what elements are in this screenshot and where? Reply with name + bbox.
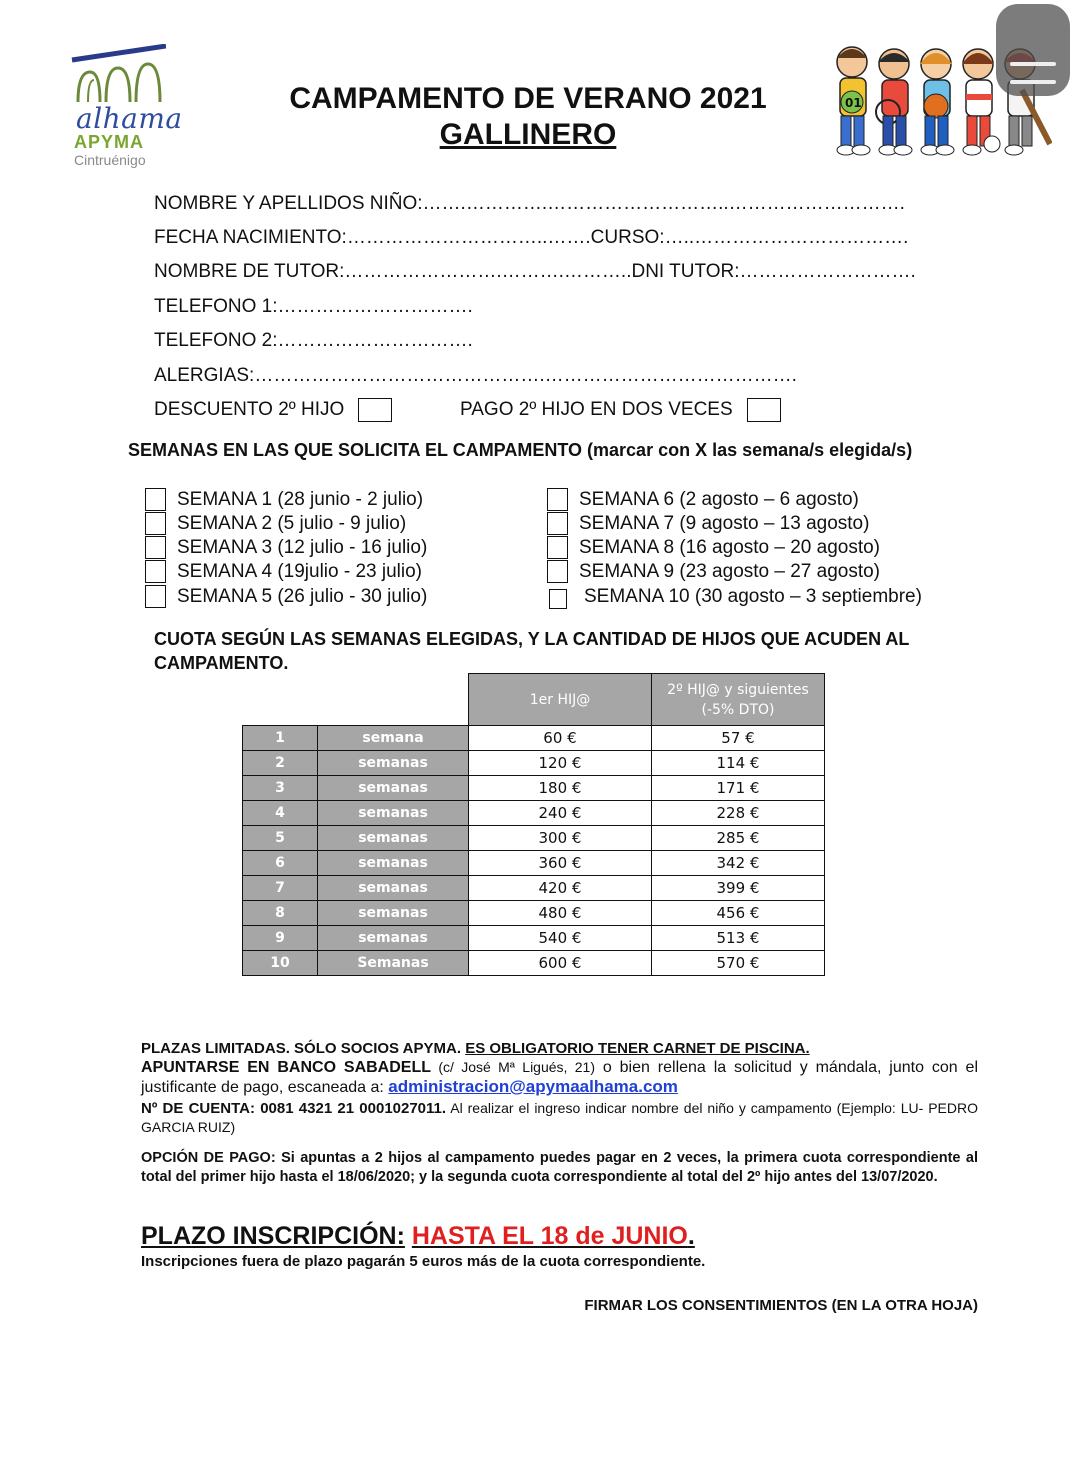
plazas-text: PLAZAS LIMITADAS. SÓLO SOCIOS APYMA. — [141, 1040, 466, 1057]
week-2-checkbox[interactable] — [145, 512, 166, 535]
plazas-notice — [141, 1039, 978, 1058]
week-8-checkbox[interactable] — [547, 536, 568, 559]
row-unit: semanas — [318, 851, 469, 876]
row-first-price: 480 € — [469, 901, 652, 926]
week-10-checkbox[interactable] — [549, 589, 567, 609]
page-subtitle: GALLINERO — [439, 118, 617, 151]
hamburger-menu-icon — [1010, 62, 1056, 66]
table-row — [243, 901, 825, 926]
opcion-pago-notice: OPCIÓN DE PAGO: Si apuntas a 2 hijos al campamento puedes pagar en 2 veces, la primera cuota correspondiente al total del primer hijo hasta el 18/06/2020; y la segunda cuota correspondiente al total del 2º hijo antes del 13/07/2020. — [141, 1150, 978, 1185]
plazo-deadline: HASTA EL 18 de JUNIO — [411, 1222, 688, 1250]
row-second-price: 228 € — [652, 801, 825, 826]
page-title: CAMPAMENTO DE VERANO 2021 — [289, 82, 767, 115]
pago-checkbox[interactable] — [747, 398, 781, 422]
row-unit: semanas — [318, 826, 469, 851]
table-row — [243, 751, 825, 776]
row-first-price: 540 € — [469, 926, 652, 951]
row-unit: semana — [318, 726, 469, 751]
row-first-price: 600 € — [469, 951, 652, 976]
row-second-price: 342 € — [652, 851, 825, 876]
logo-town: Cintruénigo — [74, 152, 146, 168]
row-weeks: 8 — [243, 901, 318, 926]
row-first-price: 360 € — [469, 851, 652, 876]
cuenta-instructions: Al realizar el ingreso indicar nombre del niño y campamento (Ejemplo: LU- PEDRO GARCIA RUIZ) — [141, 1100, 979, 1135]
fees-table — [242, 673, 825, 976]
week-7-checkbox[interactable] — [547, 512, 568, 535]
row-second-price: 513 € — [652, 926, 825, 951]
row-first-price: 300 € — [469, 826, 652, 851]
hamburger-menu-icon-bar — [1010, 80, 1056, 84]
week-6-label: SEMANA 6 (2 agosto – 6 agosto) — [579, 489, 859, 510]
row-unit: semanas — [318, 751, 469, 776]
carnet-piscina-text: ES OBLIGATORIO TENER CARNET DE PISCINA. — [465, 1040, 810, 1057]
field-telefono-1[interactable]: TELEFONO 1:…………………………. — [154, 296, 473, 317]
row-second-price: 114 € — [652, 751, 825, 776]
row-weeks: 5 — [243, 826, 318, 851]
table-row — [243, 726, 825, 751]
field-nombre[interactable]: NOMBRE Y APELLIDOS NIÑO:…….………….………………………..………………………. — [154, 193, 905, 214]
week-9-checkbox[interactable] — [547, 560, 568, 583]
apuntarse-notice — [141, 1058, 978, 1097]
firmar-notice: FIRMAR LOS CONSENTIMIENTOS (EN LA OTRA HOJA) — [584, 1297, 978, 1314]
row-second-price: 456 € — [652, 901, 825, 926]
row-second-price: 399 € — [652, 876, 825, 901]
svg-text:01: 01 — [845, 96, 862, 110]
row-first-price: 60 € — [469, 726, 652, 751]
field-telefono-2[interactable]: TELEFONO 2:…………………………. — [154, 330, 473, 351]
logo-arcs-icon — [70, 44, 166, 106]
field-alergias[interactable]: ALERGIAS:……………………………………….…………………………………. — [154, 365, 797, 386]
week-7-label: SEMANA 7 (9 agosto – 13 agosto) — [579, 513, 870, 534]
email-link[interactable]: administracion@apymaalhama.com — [388, 1077, 678, 1096]
row-weeks: 1 — [243, 726, 318, 751]
week-8-label: SEMANA 8 (16 agosto – 20 agosto) — [579, 537, 881, 558]
row-first-price: 120 € — [469, 751, 652, 776]
table-row — [243, 776, 825, 801]
week-4-label: SEMANA 4 (19julio - 23 julio) — [177, 561, 422, 582]
table-row — [243, 851, 825, 876]
table-row — [243, 951, 825, 976]
row-weeks: 6 — [243, 851, 318, 876]
row-weeks: 4 — [243, 801, 318, 826]
descuento-label: DESCUENTO 2º HIJO — [154, 399, 345, 421]
week-4-checkbox[interactable] — [145, 560, 166, 583]
row-weeks: 2 — [243, 751, 318, 776]
apuntarse-bank: APUNTARSE EN BANCO SABADELL — [141, 1059, 432, 1076]
weeks-heading: SEMANAS EN LAS QUE SOLICITA EL CAMPAMENTO (marcar con X las semana/s elegida/s) — [128, 440, 913, 460]
header-second-child — [652, 674, 825, 726]
descuento-checkbox[interactable] — [358, 398, 392, 422]
cuenta-number: Nº DE CUENTA: 0081 4321 21 0001027011. — [141, 1100, 447, 1117]
logo-apyma: APYMA — [74, 132, 145, 152]
row-second-price: 171 € — [652, 776, 825, 801]
row-second-price: 285 € — [652, 826, 825, 851]
row-unit: Semanas — [318, 951, 469, 976]
field-fecha-curso[interactable]: FECHA NACIMIENTO:…………………………..…….CURSO:…..……………………………. — [154, 227, 909, 248]
week-3-label: SEMANA 3 (12 julio - 16 julio) — [177, 537, 428, 558]
row-second-price: 57 € — [652, 726, 825, 751]
row-unit: semanas — [318, 926, 469, 951]
week-5-checkbox[interactable] — [145, 585, 166, 608]
logo-word: alhama — [76, 102, 183, 135]
row-unit: semanas — [318, 801, 469, 826]
row-weeks: 10 — [243, 951, 318, 976]
fees-table-header — [243, 674, 825, 726]
week-9-label: SEMANA 9 (23 agosto – 27 agosto) — [579, 561, 881, 582]
pago-label: PAGO 2º HIJO EN DOS VECES — [460, 399, 733, 421]
week-1-checkbox[interactable] — [145, 488, 166, 511]
row-weeks: 9 — [243, 926, 318, 951]
header-second-child-line2: (-5% DTO) — [701, 701, 775, 718]
apyma-logo — [70, 44, 183, 174]
row-unit: semanas — [318, 876, 469, 901]
table-corner — [243, 674, 469, 726]
weeks-right — [547, 488, 967, 613]
week-1-label: SEMANA 1 (28 junio - 2 julio) — [177, 489, 424, 510]
week-10-label: SEMANA 10 (30 agosto – 3 septiembre) — [584, 586, 922, 607]
plazo-dot: . — [687, 1222, 695, 1250]
week-3-checkbox[interactable] — [145, 536, 166, 559]
late-fee-notice: Inscripciones fuera de plazo pagarán 5 euros más de la cuota correspondiente. — [141, 1253, 706, 1270]
week-2-label: SEMANA 2 (5 julio - 9 julio) — [177, 513, 407, 534]
row-unit: semanas — [318, 776, 469, 801]
row-second-price: 570 € — [652, 951, 825, 976]
table-row — [243, 801, 825, 826]
pago-row — [460, 398, 781, 422]
weeks-left — [145, 488, 485, 613]
table-row — [243, 876, 825, 901]
week-6-checkbox[interactable] — [547, 488, 568, 511]
cuenta-notice — [141, 1099, 978, 1137]
row-weeks: 7 — [243, 876, 318, 901]
row-unit: semanas — [318, 901, 469, 926]
row-first-price: 240 € — [469, 801, 652, 826]
header-first-child: 1er HIJ@ — [469, 674, 652, 726]
plazo-inscripcion — [141, 1222, 695, 1251]
table-row — [243, 826, 825, 851]
apuntarse-address: (c/ José Mª Ligués, 21) — [431, 1059, 595, 1075]
field-tutor-dni[interactable]: NOMBRE DE TUTOR:…………………….……….………..DNI TUTOR:………………………. — [154, 261, 916, 282]
header-second-child-line1: 2º HIJ@ y siguientes — [667, 681, 809, 698]
menu-button[interactable] — [996, 4, 1070, 96]
plazo-label: PLAZO INSCRIPCIÓN: — [141, 1222, 405, 1250]
descuento-row — [154, 398, 392, 422]
apuntarse-text: o bien rellena la solicitud y mándala, junto con el justificante de pago, escaneada a: — [141, 1059, 979, 1096]
week-5-label: SEMANA 5 (26 julio - 30 julio) — [177, 586, 428, 607]
row-first-price: 180 € — [469, 776, 652, 801]
cuota-heading: CUOTA SEGÚN LAS SEMANAS ELEGIDAS, Y LA CANTIDAD DE HIJOS QUE ACUDEN AL CAMPAMENTO. — [154, 629, 910, 673]
table-row — [243, 926, 825, 951]
row-first-price: 420 € — [469, 876, 652, 901]
row-weeks: 3 — [243, 776, 318, 801]
